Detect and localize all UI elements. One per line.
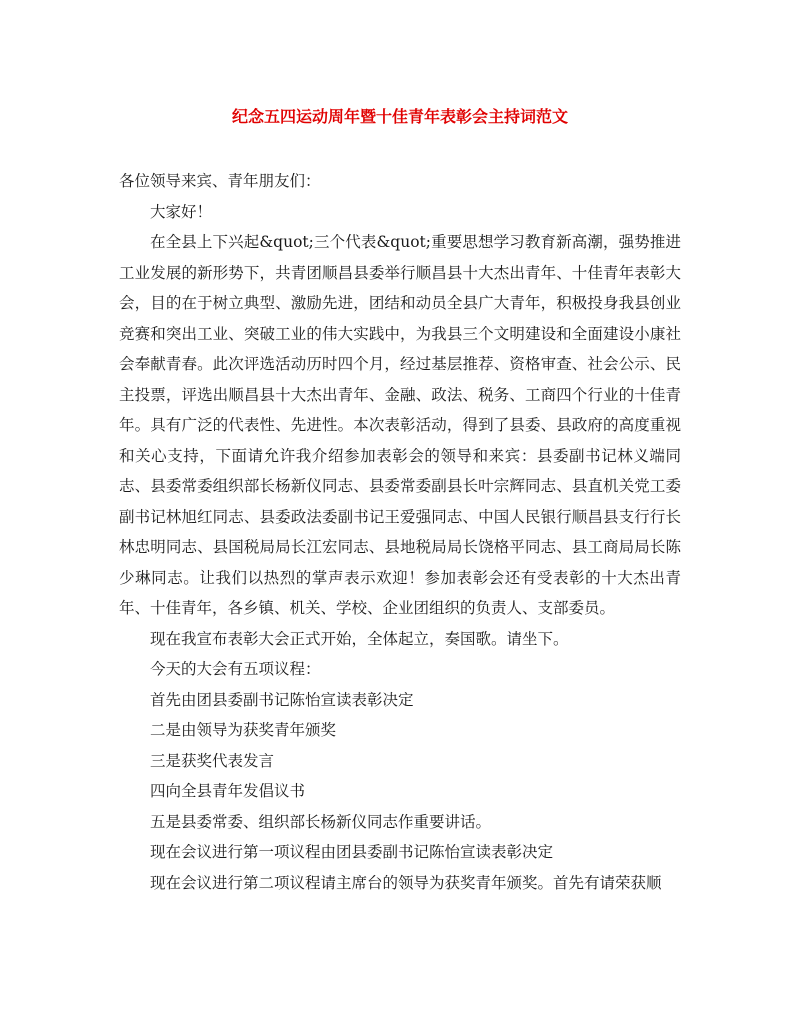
paragraph-second-item: 现在会议进行第二项议程请主席台的领导为获奖青年颁奖。首先有请荣获顺 — [150, 873, 662, 892]
paragraph-main: 在全县上下兴起&quot;三个代表&quot;重要思想学习教育新高潮，强势推进工业发展的新形势下，共青团顺昌县委举行顺昌县十大杰出青年、十佳青年表彰大会，目的在于树立典型、激励先进，团结和动员全县广大青年，积极投身我县创业竞赛和突出工业、突破工业的伟大实践中，为我县三个文明建设和全面建设小康社会奉献青春。此次评选活动历时四个月，经过基层推荐、资格审查、社会公示、民主投票，评选出顺昌县十大杰出青年、金融、政法、税务、工商四个行业的十佳青年。具有广泛的代表性、先进性。本次表彰活动，得到了县委、县政府的高度重视和关心支持，下面请允许我介绍参加表彰会的领导和来宾：县委副书记林义端同志、县委常委组织部长杨新仪同志、县委常委副县长叶宗辉同志、县直机关党工委副书记林旭红同志、县委政法委副书记王爱强同志、中国人民银行顺昌县支行行长林忠明同志、县国税局局长江宏同志、县地税局局长饶格平同志、县工商局局长陈少琳同志。让我们以热烈的掌声表示欢迎！参加表彰会还有受表彰的十大杰出青年、十佳青年，各乡镇、机关、学校、企业团组织的负责人、支部委员。 — [119, 233, 681, 617]
greeting: 大家好！ — [150, 202, 213, 221]
agenda-item-3: 三是获奖代表发言 — [150, 751, 275, 770]
document-title: 纪念五四运动周年暨十佳青年表彰会主持词范文 — [231, 107, 568, 126]
paragraph-opening: 现在我宣布表彰大会正式开始，全体起立，奏国歌。请坐下。 — [150, 629, 569, 648]
agenda-item-2: 二是由领导为获奖青年颁奖 — [150, 721, 337, 739]
document-body — [119, 166, 681, 898]
salutation: 各位领导来宾、青年朋友们： — [119, 172, 321, 190]
paragraph-agenda-intro: 今天的大会有五项议程： — [150, 660, 321, 678]
agenda-item-1: 首先由团县委副书记陈怡宣读表彰决定 — [150, 690, 414, 709]
agenda-item-5: 五是县委常委、组织部长杨新仪同志作重要讲话。 — [150, 812, 492, 831]
paragraph-first-item: 现在会议进行第一项议程由团县委副书记陈怡宣读表彰决定 — [150, 843, 554, 861]
agenda-item-4: 四向全县青年发倡议书 — [150, 782, 306, 800]
